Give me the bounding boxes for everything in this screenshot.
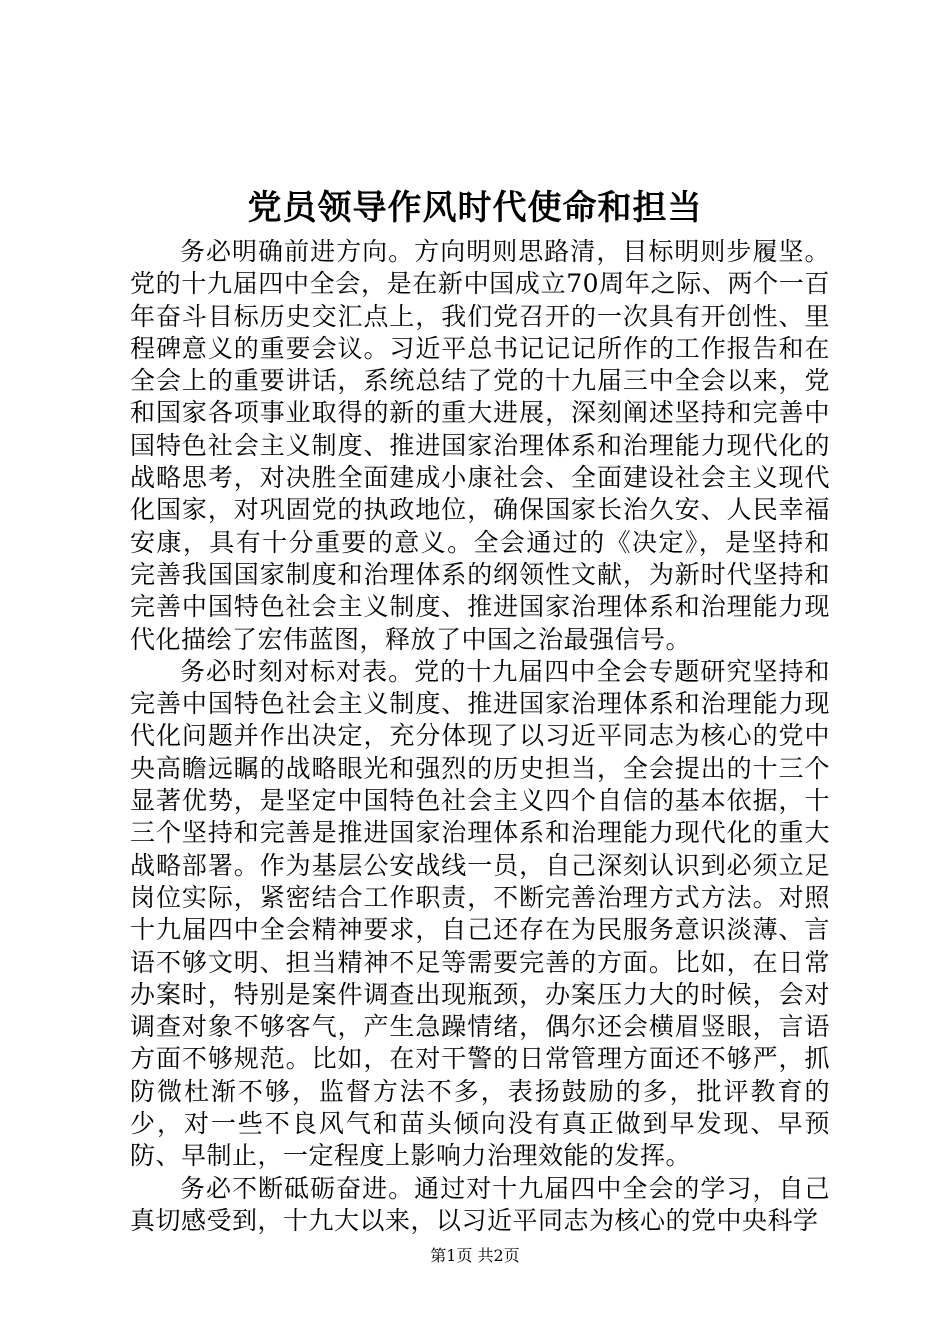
paragraph-2: 务必时刻对标对表。党的十九届四中全会专题研究坚持和完善中国特色社会主义制度、推进国家治理体系和治理能力现代化问题并作出决定，充分体现了以习近平同志为核心的党中央高瞻远瞩的战略眼光和强烈的历史担当，全会提出的十三个显著优势，是坚定中国特色社会主义四个自信的基本依据，十三个坚持和完善是推进国家治理体系和治理能力现代化的重大战略部署。作为基层公安战线一员，自己深刻认识到必须立足岗位实际，紧密结合工作职责，不断完善治理方式方法。对照十九届四中全会精神要求，自己还存在为民服务意识淡薄、言语不够文明、担当精神不足等需要完善的方面。比如，在日常办案时，特别是案件调查出现瓶颈，办案压力大的时候，会对调查对象不够客气，产生急躁情绪，偶尔还会横眉竖眼，言语方面不够规范。比如，在对干警的日常管理方面还不够严，抓防微杜渐不够，监督方法不多，表扬鼓励的多，批评教育的少，对一些不良风气和苗头倾向没有真正做到早发现、早预防、早制止，一定程度上影响力治理效能的发挥。 bbox=[130, 656, 830, 1171]
document-body bbox=[130, 236, 830, 1237]
paragraph-3: 务必不断砥砺奋进。通过对十九届四中全会的学习，自己真切感受到，十九大以来，以习近平同志为核心的党中央科学 bbox=[130, 1173, 830, 1235]
page-title: 党员领导作风时代使命和担当 bbox=[247, 188, 703, 228]
page-footer: 第1页 共2页 bbox=[430, 1246, 520, 1265]
paragraph-1: 务必明确前进方向。方向明则思路清，目标明则步履坚。党的十九届四中全会，是在新中国成立70周年之际、两个一百年奋斗目标历史交汇点上，我们党召开的一次具有开创性、里程碑意义的重要会议。习近平总书记记记所作的工作报告和在全会上的重要讲话，系统总结了党的十九届三中全会以来，党和国家各项事业取得的新的重大进展，深刻阐述坚持和完善中国特色社会主义制度、推进国家治理体系和治理能力现代化的战略思考，对决胜全面建成小康社会、全面建设社会主义现代化国家，对巩固党的执政地位，确保国家长治久安、人民幸福安康，具有十分重要的意义。全会通过的《决定》，是坚持和完善我国国家制度和治理体系的纲领性文献，为新时代坚持和完善中国特色社会主义制度、推进国家治理体系和治理能力现代化描绘了宏伟蓝图，释放了中国之治最强信号。 bbox=[130, 237, 830, 654]
